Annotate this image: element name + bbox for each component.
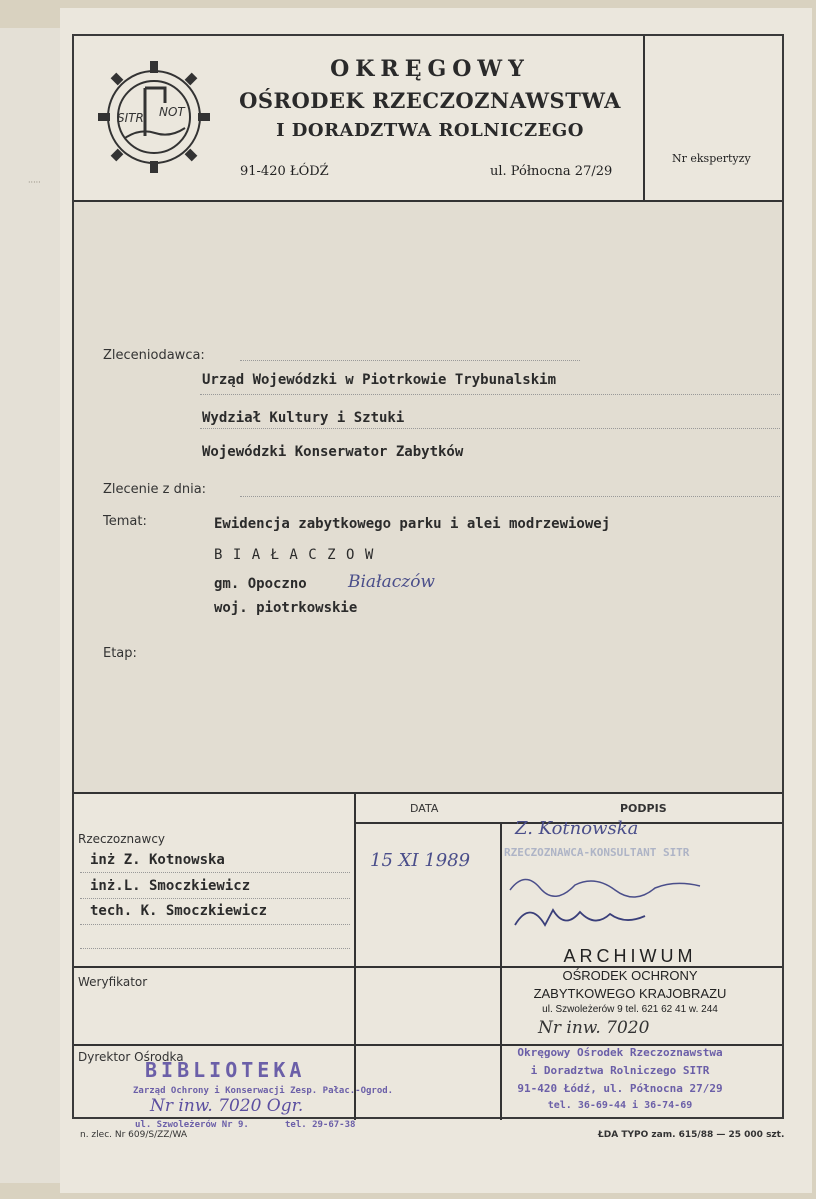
svg-text:NOT: NOT xyxy=(159,105,185,119)
library-stamp-line3: tel. 29-67-38 xyxy=(285,1120,356,1130)
org-stamp-line1: Okręgowy Ośrodek Rzeczoznawstwa xyxy=(517,1046,723,1059)
org-stamp-line2: i Doradztwa Rolniczego SITR xyxy=(530,1064,710,1077)
order-date-dotted-line xyxy=(240,496,780,497)
org-stamp-line4: tel. 36-69-44 i 36-74-69 xyxy=(547,1100,693,1111)
header-title-line3: I DORADZTWA ROLNICZEGO xyxy=(276,120,584,141)
subject-line4: woj. piotrkowskie xyxy=(214,600,358,616)
client-line2: Wydział Kultury i Sztuki xyxy=(202,410,405,426)
library-stamp-title: BIBLIOTEKA xyxy=(145,1058,306,1082)
subject-line1: Ewidencja zabytkowego parku i alei modrzewiowej xyxy=(214,516,611,532)
dotted-line xyxy=(200,428,780,429)
client-line1: Urząd Wojewódzki w Piotrkowie Trybunalskim xyxy=(202,372,557,388)
director-label: Dyrektor Ośrodka xyxy=(78,1050,184,1064)
column-podpis-header: PODPIS xyxy=(620,802,667,815)
expert-3: tech. K. Smoczkiewicz xyxy=(90,903,268,919)
expertise-number-label: Nr ekspertyzy xyxy=(672,152,751,165)
verifier-label: Weryfikator xyxy=(78,975,148,989)
header-bottom-rule xyxy=(74,200,782,202)
archive-inventory-handwritten: Nr inw. 7020 xyxy=(538,1018,650,1038)
consultant-stamp: RZECZOZNAWCA-KONSULTANT SITR xyxy=(504,846,690,859)
archive-stamp-line3: ul. Szwoleżerów 9 tel. 621 62 41 w. 244 xyxy=(542,1004,718,1015)
dotted-line xyxy=(80,948,350,949)
dotted-line xyxy=(80,924,350,925)
expert-1: inż Z. Kotnowska xyxy=(90,852,225,868)
subject-line3: gm. Opoczno xyxy=(214,576,307,592)
client-dotted-line xyxy=(240,360,580,361)
experts-label: Rzeczoznawcy xyxy=(78,832,166,846)
dotted-line xyxy=(80,872,350,873)
header-title-line2: OŚRODEK RZECZOZNAWSTWA xyxy=(239,88,621,113)
subject-line2: B I A Ł A C Z O W xyxy=(214,547,375,563)
library-stamp-line1: Zarząd Ochrony i Konserwacji Zesp. Pałac.-Ogrod. xyxy=(133,1086,394,1096)
header-divider xyxy=(643,36,645,202)
header-postcode-city: 91-420 ŁÓDŹ xyxy=(240,164,329,179)
org-stamp-line3: 91-420 Łódź, ul. Północna 27/29 xyxy=(517,1082,723,1095)
underlying-text-fragment: ····· xyxy=(28,178,41,187)
order-date-label: Zlecenie z dnia: xyxy=(103,482,207,497)
signature-1: Z. Kotnowska xyxy=(515,818,639,839)
expert-2: inż.L. Smoczkiewicz xyxy=(90,878,251,894)
client-line3: Wojewódzki Konserwator Zabytków xyxy=(202,444,464,460)
footer-order-number: n. zlec. Nr 609/S/ZZ/WA xyxy=(80,1130,188,1140)
header-street: ul. Północna 27/29 xyxy=(490,164,613,179)
svg-text:SITR: SITR xyxy=(117,111,144,125)
library-stamp-line2: ul. Szwoleżerów Nr 9. xyxy=(135,1120,249,1130)
subject-label: Temat: xyxy=(103,514,147,529)
subject-handwritten: Białaczów xyxy=(348,572,435,592)
sitr-not-logo-icon xyxy=(95,58,213,176)
archive-stamp-line1: OŚRODEK OCHRONY xyxy=(562,968,698,983)
date-handwritten: 15 XI 1989 xyxy=(370,850,471,871)
client-label: Zleceniodawca: xyxy=(103,348,205,363)
table-divider-left xyxy=(354,792,356,1120)
archive-stamp-title: ARCHIWUM xyxy=(563,946,697,966)
table-top-rule xyxy=(74,792,782,794)
signature-scribble xyxy=(505,870,705,940)
dotted-line xyxy=(200,394,780,395)
column-data-header: DATA xyxy=(410,802,439,815)
library-inventory-handwritten: Nr inw. 7020 Ogr. xyxy=(150,1096,304,1116)
archive-stamp-line2: ZABYTKOWEGO KRAJOBRAZU xyxy=(533,986,727,1001)
header-title-line1: OKRĘGOWY xyxy=(330,56,530,82)
stage-label: Etap: xyxy=(103,646,137,661)
dotted-line xyxy=(80,898,350,899)
footer-printer-info: ŁDA TYPO zam. 615/88 — 25 000 szt. xyxy=(598,1130,785,1140)
